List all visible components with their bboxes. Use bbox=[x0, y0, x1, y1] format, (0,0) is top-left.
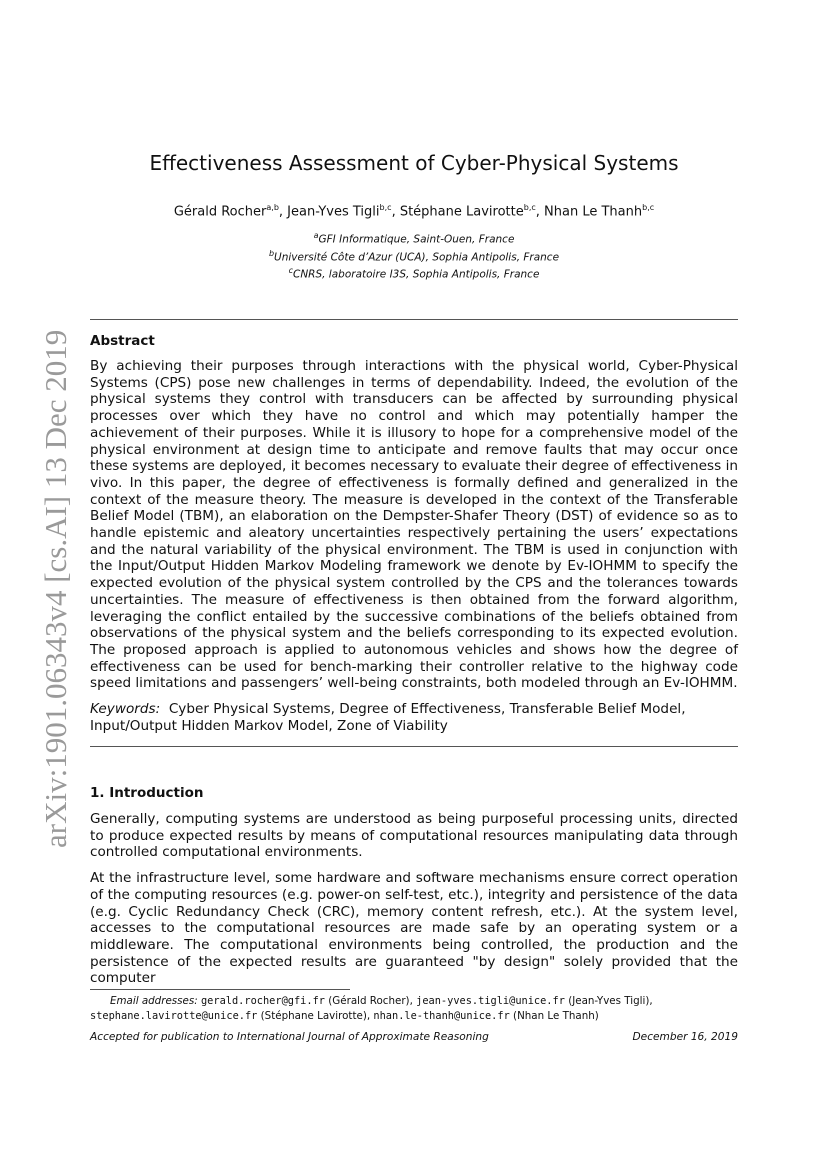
footnote-rule bbox=[90, 989, 350, 990]
affiliation-mark: b bbox=[268, 248, 275, 258]
email-owner: (Gérald Rocher), bbox=[324, 995, 417, 1007]
keywords bbox=[90, 701, 738, 734]
affiliation-text: Université Côte d’Azur (UCA), Sophia Antipolis, France bbox=[274, 251, 560, 263]
intro-paragraph: Generally, computing systems are understood as being purposeful processing units, directed to produce expected results by means of computational resources manipulating data through controlled computational environments. bbox=[90, 811, 738, 861]
intro-paragraph: At the infrastructure level, some hardware and software mechanisms ensure correct operation of the computing resources (e.g. power-on self-test, etc.), integrity and persistence of the data (e.g. Cyclic Redundancy Check (CRC), memory content refresh, etc.). At the system level, accesses to the computational resources are made safe by an operating system or a middleware. The computational environments being controlled, the production and the persistence of the expected results are guaranteed "by design" solely provided that the computer bbox=[90, 870, 738, 987]
email-footnote bbox=[90, 994, 738, 1023]
author-name: Jean-Yves Tigli bbox=[287, 204, 380, 220]
affiliation-mark: a bbox=[313, 231, 319, 240]
footer-date: December 16, 2019 bbox=[632, 1031, 738, 1043]
affiliation-mark: c bbox=[288, 266, 293, 275]
abstract-heading: Abstract bbox=[90, 333, 155, 349]
affiliation-text: GFI Informatique, Saint-Ouen, France bbox=[318, 233, 515, 246]
introduction-heading: 1. Introduction bbox=[90, 785, 204, 801]
author-affiliation-mark: b,c bbox=[379, 203, 392, 212]
paper-title: Effectiveness Assessment of Cyber-Physical Systems bbox=[149, 151, 679, 175]
author-separator: , bbox=[278, 204, 288, 220]
footnote-label: Email addresses: bbox=[110, 995, 198, 1007]
author-list bbox=[90, 198, 738, 222]
keywords-label: Keywords: bbox=[90, 701, 161, 718]
email-link[interactable]: gerald.rocher@gfi.fr bbox=[200, 995, 325, 1007]
affiliation bbox=[90, 264, 738, 282]
keywords-text: Cyber Physical Systems, Degree of Effectiveness, Transferable Belief Model, Input/Output Hidden Markov Model, Zone of Viability bbox=[90, 701, 686, 734]
publication-note: Accepted for publication to International Journal of Approximate Reasoning bbox=[90, 1031, 489, 1043]
author-affiliation-mark: b,c bbox=[523, 203, 536, 212]
email-owner: (Stéphane Lavirotte), bbox=[257, 1009, 374, 1022]
email-link[interactable]: jean-yves.tigli@unice.fr bbox=[416, 995, 565, 1007]
author-name: Gérald Rocher bbox=[173, 204, 267, 220]
email-link[interactable]: nhan.le-thanh@unice.fr bbox=[373, 1009, 510, 1022]
email-owner: (Jean-Yves Tigli), bbox=[564, 995, 653, 1007]
affiliation bbox=[90, 247, 738, 265]
introduction-body bbox=[90, 811, 738, 996]
page-footer bbox=[90, 1031, 738, 1043]
author-separator: , bbox=[391, 204, 400, 220]
abstract-top-rule bbox=[90, 319, 738, 320]
arxiv-stamp: arXiv:1901.06343v4 [cs.AI] 13 Dec 2019 bbox=[38, 329, 73, 848]
author-affiliation-mark: a,b bbox=[266, 203, 279, 212]
affiliation bbox=[90, 229, 738, 247]
affiliation-text: CNRS, laboratoire I3S, Sophia Antipolis, France bbox=[292, 268, 540, 281]
email-owner: (Nhan Le Thanh) bbox=[509, 1009, 599, 1022]
author-separator: , bbox=[535, 204, 545, 220]
author-name: Stéphane Lavirotte bbox=[399, 204, 524, 220]
email-link[interactable]: stephane.lavirotte@unice.fr bbox=[90, 1009, 258, 1022]
affiliation-list bbox=[90, 229, 738, 282]
author-name: Nhan Le Thanh bbox=[544, 204, 643, 220]
abstract-text: By achieving their purposes through interactions with the physical world, Cyber-Physical Systems (CPS) pose new challenges in terms of dependability. Indeed, the evolution of the physical systems they control with transducers can be affected by surrounding physical processes over which they have no control and which may potentially hamper the achievement of their purposes. While it is illusory to hope for a comprehensive model of the physical environment at design time to anticipate and remove faults that may occur once these systems are deployed, it becomes necessary to evaluate their degree of effectiveness in vivo. In this paper, the degree of effectiveness is formally defined and generalized in the context of the measure theory. The measure is developed in the context of the Transferable Belief Model (TBM), an elaboration on the Dempster-Shafer Theory (DST) of evidence so as to handle epistemic and aleatory uncertainties respectively pertaining the users’ expectations and the natural variability of the physical environment. The TBM is used in conjunction with the Input/Output Hidden Markov Modeling framework we denote by Ev-IOHMM to specify the expected evolution of the physical system controlled by the CPS and the tolerances towards uncertainties. The measure of effectiveness is then obtained from the forward algorithm, leveraging the conflict entailed by the successive combinations of the beliefs obtained from observations of the physical system and the beliefs corresponding to its expected evolution. The proposed approach is applied to autonomous vehicles and shows how the degree of effectiveness can be used for bench-marking their controller relative to the highway code speed limitations and passengers’ well-being constraints, both modeled through an Ev-IOHMM. bbox=[90, 358, 738, 692]
author-affiliation-mark: b,c bbox=[642, 203, 655, 212]
abstract-bottom-rule bbox=[90, 746, 738, 747]
abstract-body bbox=[90, 358, 738, 743]
